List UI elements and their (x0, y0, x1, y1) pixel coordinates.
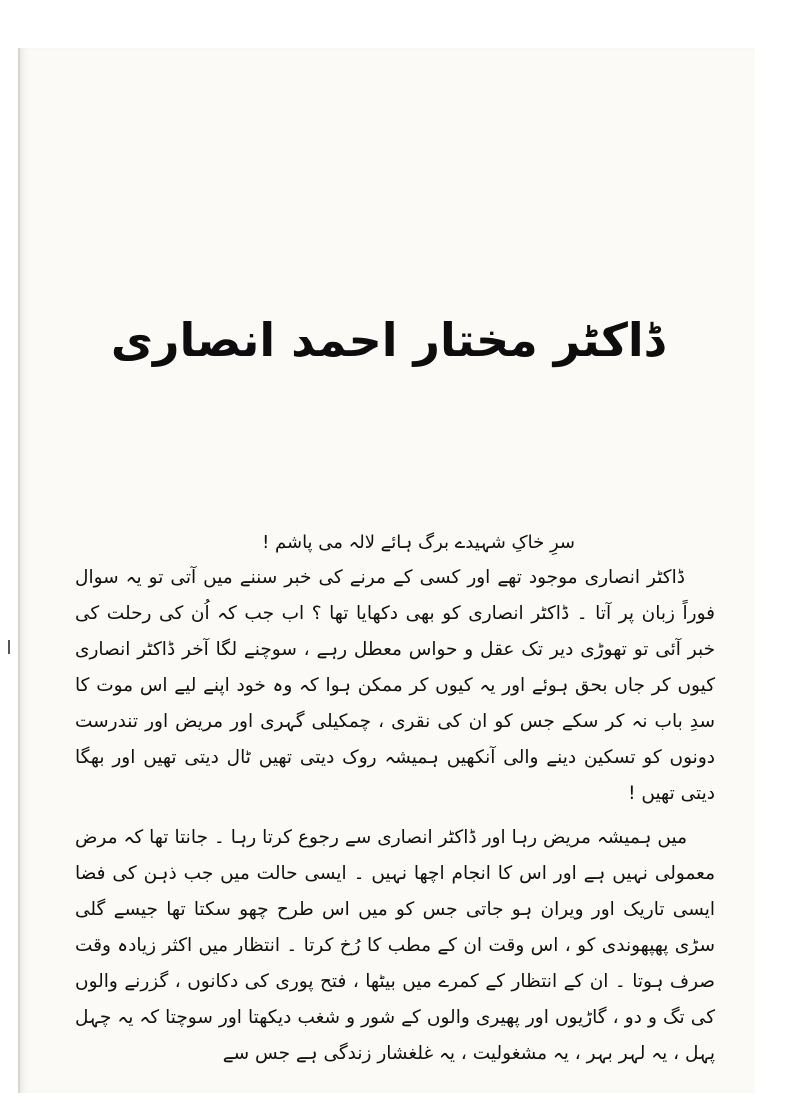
document-page (18, 48, 755, 1093)
body-text (75, 526, 715, 1072)
margin-mark (8, 640, 10, 654)
paragraph-1: ڈاکٹر انصاری موجود تھے اور کسی کے مرنے کی خبر سننے میں آتی تو یہ سوال فوراً زبان پر آتا ۔ ڈاکٹر انصاری کو بھی دکھایا تھا ؟ اب جب کہ اُن کی رحلت کی خبر آئی تو تھوڑی دیر تک عقل و حواس معطل رہے ، سوچنے لگا آخر ڈاکٹر انصاری کیوں کر جاں بحق ہوئے اور یہ کیوں کر ممکن ہوا کہ وہ خود اپنے لیے اس موت کا سدِ باب نہ کر سکے جس کو ان کی نقری ، چمکیلی گہری اور مریض اور تندرست دونوں کو تسکین دینے والی آنکھیں ہمیشہ روک دیتی تھیں ٹال دیتی تھیں اور بھگا دیتی تھیں ! (75, 567, 715, 804)
epigraph-verse: سرِ خاکِ شہیدے برگ ہائے لالہ می پاشم ! (262, 532, 575, 553)
page-title: ڈاکٹر مختار احمد انصاری (110, 313, 665, 367)
paragraph-2: میں ہمیشہ مریض رہا اور ڈاکٹر انصاری سے رجوع کرتا رہا ۔ جانتا تھا کہ مرض معمولی نہیں ہے اور اس کا انجام اچھا نہیں ۔ ایسی حالت میں جب ذہن کی فضا ایسی تاریک اور ویران ہو جاتی جس کو میں اس طرح چھو سکتا تھا جیسے گلی سڑی پھپھوندی کو ، اس وقت ان کے مطب کا رُخ کرتا ۔ انتظار میں اکثر زیادہ وقت صرف ہوتا ۔ ان کے انتظار کے کمرے میں بیٹھا ، فتح پوری کی دکانوں ، گزرنے والوں کی تگ و دو ، گاڑیوں اور پھیری والوں کے شور و شغب دیکھتا اور سوچتا کہ یہ چہل پہل ، یہ لہر بہر ، یہ مشغولیت ، یہ غلغشار زندگی ہے جس سے (75, 827, 715, 1064)
